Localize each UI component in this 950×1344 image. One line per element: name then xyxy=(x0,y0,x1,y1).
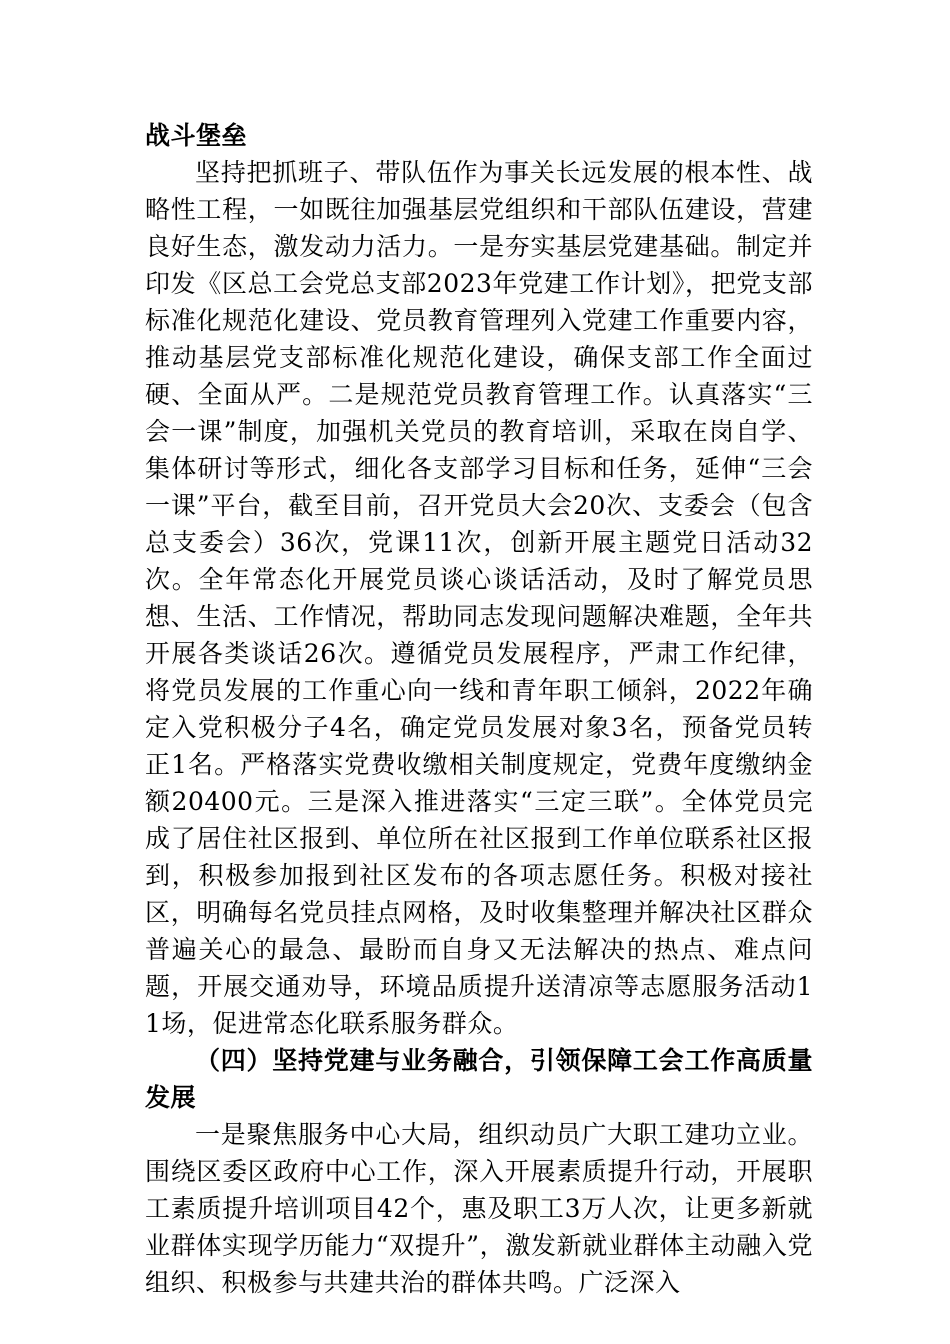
section-heading: （四）坚持党建与业务融合，引领保障工会工作高质量发展 xyxy=(145,1046,813,1112)
paragraph-service-center: 一是聚焦服务中心大局，组织动员广大职工建功立业。围绕区委区政府中心工作，深入开展素质提升行动，开展职工素质提升培训项目42个，惠及职工3万人次，让更多新就业群体实现学历能力“双提升”，激发新就业群体主动融入党组织、积极参与共建共治的群体共鸣。广泛深入 xyxy=(145,1120,813,1297)
paragraph-party-building: 坚持把抓班子、带队伍作为事关长远发展的根本性、战略性工程，一如既往加强基层党组织和干部队伍建设，营建良好生态，激发动力活力。一是夯实基层党建基础。制定并印发《区总工会党总支部2023年党建工作计划》，把党支部标准化规范化建设、党员教育管理列入党建工作重要内容，推动基层党支部标准化规范化建设，确保支部工作全面过硬、全面从严。二是规范党员教育管理工作。认真落实“三会一课”制度，加强机关党员的教育培训，采取在岗自学、集体研讨等形式，细化各支部学习目标和任务，延伸“三会一课”平台，截至目前，召开党员大会20次、支委会（包含总支委会）36次，党课11次，创新开展主题党日活动32次。全年常态化开展党员谈心谈话活动，及时了解党员思想、生活、工作情况，帮助同志发现问题解决难题，全年共开展各类谈话26次。遵循党员发展程序，严肃工作纪律，将党员发展的工作重心向一线和青年职工倾斜，2022年确定入党积极分子4名，确定党员发展对象3名，预备党员转正1名。严格落实党费收缴相关制度规定，党费年度缴纳金额20400元。三是深入推进落实“三定三联”。全体党员完成了居住社区报到、单位所在社区报到工作单位联系社区报到，积极参加报到社区发布的各项志愿任务。积极对接社区，明确每名党员挂点网格，及时收集整理并解决社区群众普遍关心的最急、最盼而自身又无法解决的热点、难点问题，开展交通劝导，环境品质提升送清凉等志愿服务活动11场，促进常态化联系服务群众。 xyxy=(145,158,813,1038)
heading-continuation: 战斗堡垒 xyxy=(145,121,248,150)
document-body xyxy=(145,117,813,1301)
